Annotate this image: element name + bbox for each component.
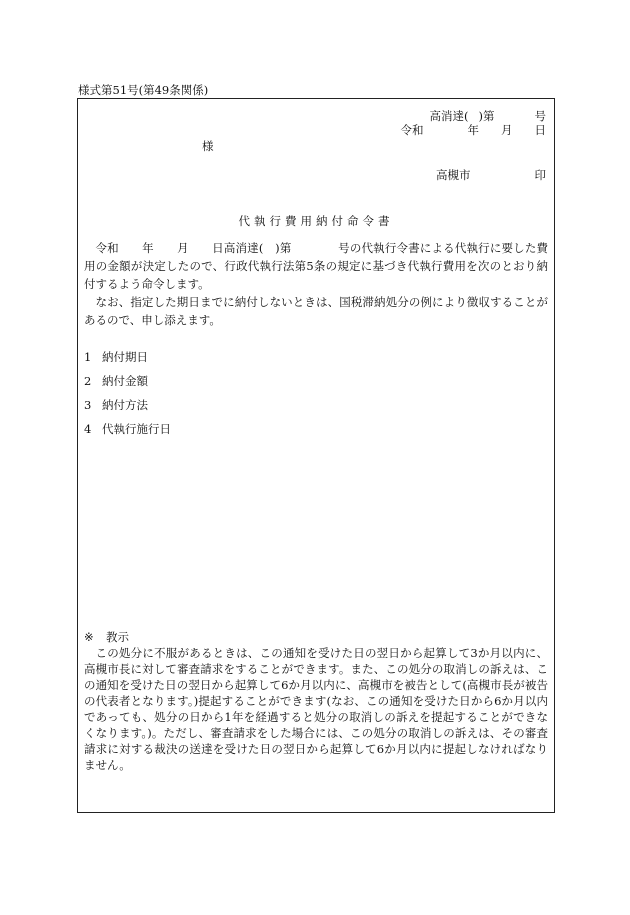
document-number-line <box>430 109 547 123</box>
list-item <box>84 373 171 397</box>
sender-name: 高槻市 <box>436 168 471 182</box>
notice-mark: ※ <box>84 630 94 644</box>
document-title: 代執行費用納付命令書 <box>238 214 394 228</box>
notice-heading <box>84 629 548 645</box>
item-number: 2 <box>84 374 92 388</box>
item-number: 4 <box>84 422 92 436</box>
number-suffix: 号 <box>534 109 546 123</box>
item-label: 納付金額 <box>102 374 148 388</box>
list-item <box>84 349 171 373</box>
list-item <box>84 397 171 421</box>
day-unit: 日 <box>534 123 546 137</box>
appeal-notice <box>84 629 548 773</box>
item-number: 1 <box>84 350 92 364</box>
seal-mark: 印 <box>534 168 546 182</box>
number-paren-close: )第 <box>478 109 495 123</box>
document-frame <box>77 98 555 813</box>
body-paragraph: 令和 年 月 日高消達( )第 号の代執行令書による代執行に要した費用の金額が決定したので、行政代執行法第5条の規定に基づき代執行費用を次のとおり納付するよう命令します。 <box>84 241 548 291</box>
notice-heading-label: 教示 <box>106 630 129 644</box>
sender-line <box>436 168 546 182</box>
month-unit: 月 <box>501 123 513 137</box>
era-label: 令和 <box>400 123 424 137</box>
item-number: 3 <box>84 398 92 412</box>
item-label: 納付方法 <box>102 398 148 412</box>
item-label: 代執行施行日 <box>102 422 171 436</box>
addressee-suffix: 様 <box>202 139 214 153</box>
number-prefix: 高消達( <box>429 109 469 123</box>
body-paragraph: なお、指定した期日までに納付しないときは、国税滞納処分の例により徴収することがあるので、申し添えます。 <box>84 295 548 327</box>
body-text <box>84 239 548 329</box>
notice-text: この処分に不服があるときは、この通知を受けた日の翌日から起算して3か月以内に、高槻市長に対して審査請求をすることができます。また、この処分の取消しの訴えは、この通知を受けた日の翌日から起算して6か月以内に、高槻市を被告として(高槻市長が被告の代表者となります。)提起することができます(なお、この通知を受けた日から6か月以内であっても、処分の日から1年を経過すると処分の取消しの訴えを提起することができなくなります。)。ただし、審査請求をした場合には、この処分の取消しの訴えは、その審査請求に対する裁決の送達を受けた日の翌日から起算して6か月以内に提起しなければなりません。 <box>84 646 548 772</box>
list-item <box>84 421 171 445</box>
form-number-label: 様式第51号(第49条関係) <box>78 83 209 97</box>
year-unit: 年 <box>467 123 479 137</box>
item-label: 納付期日 <box>102 350 148 364</box>
issue-date-line <box>401 123 547 137</box>
item-list <box>84 349 171 445</box>
